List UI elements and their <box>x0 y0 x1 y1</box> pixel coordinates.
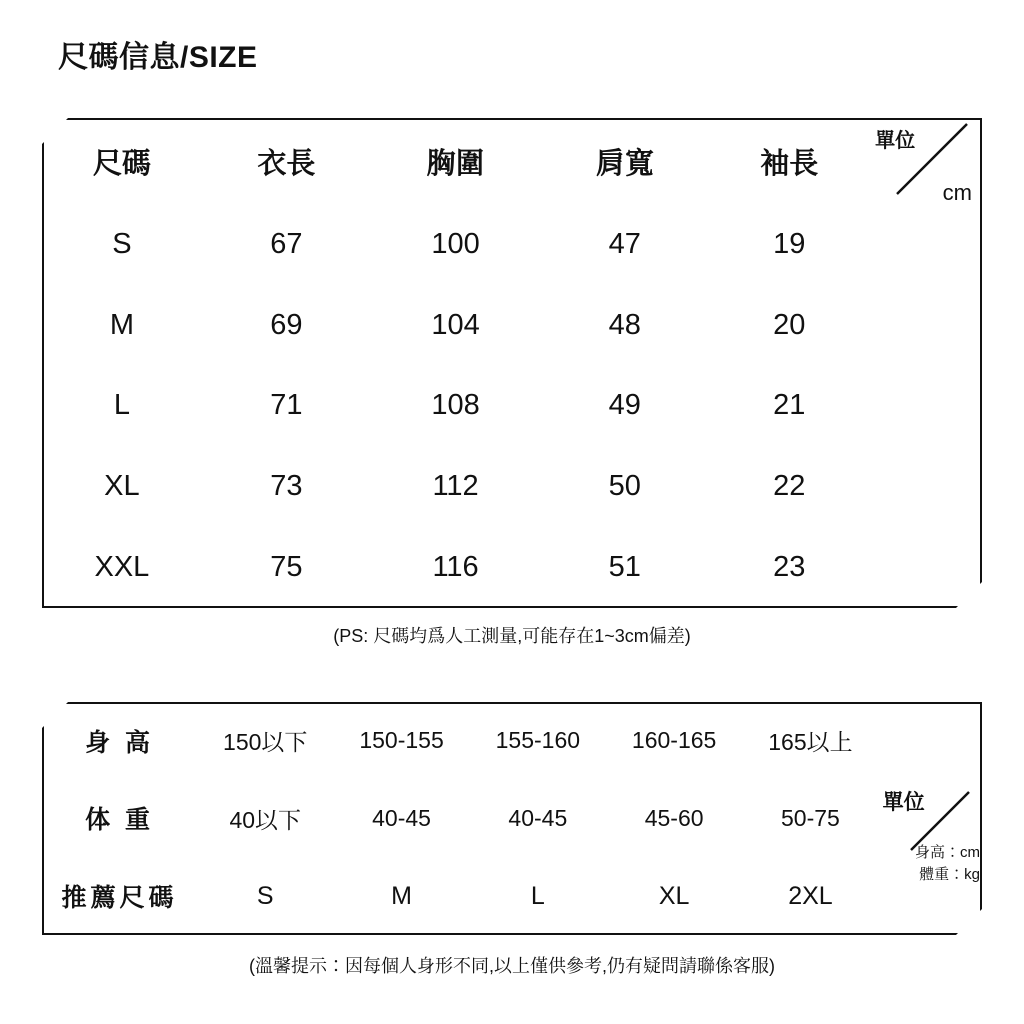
cell-shoulder: 47 <box>608 227 641 260</box>
cell-recommended-size: L <box>530 881 545 910</box>
cell-length: 73 <box>270 470 303 503</box>
table-row <box>42 204 982 285</box>
header-chest: 胸圍 <box>426 147 485 180</box>
recommend-unit-label: 單位 <box>882 791 925 814</box>
recommend-table <box>42 702 982 935</box>
cell-weight: 40-45 <box>508 804 568 831</box>
size-table-header-row <box>42 118 982 204</box>
cell-size: L <box>113 389 130 422</box>
cell-height: 150以下 <box>223 729 308 756</box>
cell-unit-spacer <box>869 366 982 447</box>
unit-value: cm <box>942 180 972 205</box>
table-row-height <box>42 702 982 780</box>
cell-length: 75 <box>270 551 303 584</box>
cell-chest: 100 <box>431 227 480 260</box>
cell-weight: 45-60 <box>644 804 704 831</box>
cell-height: 160-165 <box>631 727 717 754</box>
cell-shoulder: 48 <box>608 308 641 341</box>
table-row-recommended <box>42 857 982 935</box>
recommend-unit-cell <box>879 702 982 935</box>
cell-unit-spacer <box>869 527 982 608</box>
cell-size: XXL <box>94 551 150 584</box>
row-label-recommended-size: 推薦尺碼 <box>61 884 178 913</box>
header-sleeve: 袖長 <box>760 147 819 180</box>
cell-sleeve: 20 <box>773 308 806 341</box>
cell-height: 155-160 <box>495 727 581 754</box>
cell-shoulder: 50 <box>608 470 641 503</box>
unit-height-line: 身高：cm <box>915 844 980 861</box>
cell-weight: 40-45 <box>372 804 431 831</box>
cell-recommended-size: 2XL <box>788 881 833 910</box>
cell-chest: 108 <box>431 389 480 422</box>
cell-sleeve: 22 <box>773 470 806 503</box>
cell-weight: 40以下 <box>229 806 302 833</box>
cell-height: 165以上 <box>768 729 853 756</box>
cell-unit-spacer <box>869 204 982 285</box>
page-title: 尺碼信息/SIZE <box>58 41 258 74</box>
table-row <box>42 366 982 447</box>
cell-shoulder: 51 <box>608 551 641 584</box>
cell-weight: 50-75 <box>781 804 840 831</box>
header-shoulder: 肩寬 <box>595 147 654 180</box>
cell-size: M <box>109 308 134 341</box>
cell-chest: 112 <box>432 470 479 503</box>
cell-chest: 104 <box>431 308 480 341</box>
cell-length: 71 <box>270 389 303 422</box>
cell-sleeve: 21 <box>773 389 806 422</box>
unit-weight-line: 體重：kg <box>919 865 980 883</box>
unit-label: 單位 <box>875 130 916 152</box>
cell-sleeve: 23 <box>773 551 806 584</box>
cell-length: 67 <box>270 227 303 260</box>
cell-chest: 116 <box>432 551 479 584</box>
cell-size: XL <box>104 470 140 503</box>
size-table <box>42 118 982 608</box>
customer-service-note: (溫馨提示：因每個人身形不同,以上僅供參考,仍有疑問請聯係客服) <box>249 956 775 976</box>
cell-sleeve: 19 <box>773 227 806 260</box>
recommend-unit-values <box>915 842 980 886</box>
cell-height: 150-155 <box>359 727 444 754</box>
measurement-note: (PS: 尺碼均爲人工測量,可能存在1~3cm偏差) <box>333 626 691 646</box>
cell-recommended-size: S <box>256 881 274 910</box>
header-size: 尺碼 <box>92 147 151 180</box>
cell-shoulder: 49 <box>608 389 641 422</box>
header-length: 衣長 <box>257 147 316 180</box>
table-row <box>42 527 982 608</box>
table-row-weight <box>42 780 982 858</box>
row-label-weight: 体 重 <box>85 806 155 835</box>
cell-recommended-size: M <box>391 881 412 910</box>
row-label-height: 身 高 <box>85 728 155 757</box>
cell-length: 69 <box>270 308 303 341</box>
table-row <box>42 446 982 527</box>
header-unit <box>869 118 982 204</box>
cell-unit-spacer <box>869 285 982 366</box>
cell-size: S <box>112 227 132 260</box>
cell-unit-spacer <box>869 446 982 527</box>
cell-recommended-size: XL <box>658 881 690 910</box>
table-row <box>42 285 982 366</box>
